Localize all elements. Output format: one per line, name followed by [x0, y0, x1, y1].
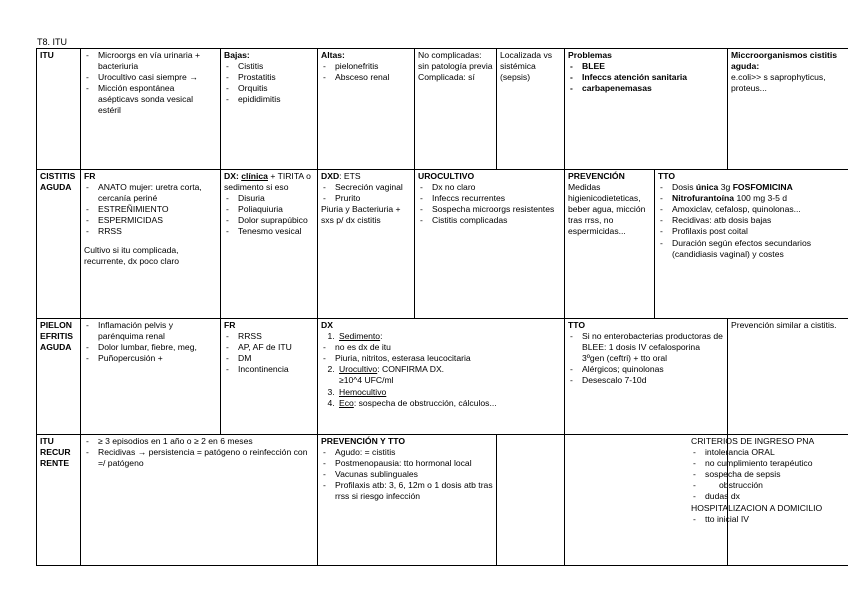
dx-list-3 — [321, 387, 561, 409]
list-item: - pielonefritis — [321, 61, 411, 72]
pielonefritis-fr — [221, 319, 318, 435]
recurrente-criterios — [691, 435, 848, 566]
ufc-line: ≥10^4 UFC/ml — [339, 375, 394, 386]
itu-problemas — [565, 49, 728, 170]
list-item: - epididimitis — [224, 94, 314, 105]
criterios-block — [691, 436, 846, 525]
list-item: 3. Hemocultivo — [337, 387, 561, 398]
list-item: - Desescalo 7-10d — [568, 375, 724, 386]
list-item: - Dolor suprapúbico — [224, 215, 314, 226]
list-item: - Absceso renal — [321, 72, 411, 83]
row-pielonefritis — [37, 319, 848, 435]
cistitis-fr — [81, 170, 221, 319]
hospitalizacion-title: HOSPITALIZACION A DOMICILIO — [691, 502, 823, 513]
tto-title: TTO — [658, 171, 676, 181]
urocultivo-title: UROCULTIVO — [418, 171, 475, 181]
itu-microorganismos — [728, 49, 848, 170]
list-item: - ESTREÑIMIENTO — [84, 204, 217, 215]
list-item: 2. Urocultivo: CONFIRMA DX. — [337, 364, 561, 375]
dx-title: DX — [321, 320, 333, 330]
cistitis-dxd — [318, 170, 415, 319]
list-item: - Postmenopausia: tto hormonal local — [321, 458, 493, 469]
list-item: - Profilaxis post coital — [658, 226, 846, 237]
row-header-itu-recurrente: ITU RECUR RENTE — [37, 435, 81, 566]
list-item: - Sospecha microorgs resistentes — [418, 204, 561, 215]
itu-complicadas: No complicadas: sin patología previa Complicada: sí — [415, 49, 497, 170]
dxd-heading: DXD: ETS — [321, 171, 361, 181]
row-cistitis — [37, 170, 848, 319]
list-item: - no cumplimiento terapéutico — [691, 458, 846, 469]
list-item: - ANATO mujer: uretra corta, cercanía periné — [84, 182, 217, 204]
pielonefritis-tto — [565, 319, 728, 435]
row-itu-recurrente — [37, 435, 848, 566]
list-item: - Si no enterobacterias productoras de BLEE: 1 dosis IV cefalosporina 3ºgen (ceftri) + tto oral — [568, 331, 724, 364]
list-item: - Urocultivo casi siempre → — [84, 72, 217, 83]
list-item: - sospecha de sepsis — [691, 469, 846, 480]
recurrente-definicion — [81, 435, 318, 566]
cistitis-dx — [221, 170, 318, 319]
cultivo-note: Cultivo si itu complicada, recurrente, dx poco claro — [84, 244, 180, 266]
list-item: - DM — [224, 353, 314, 364]
list-item: - Duración según efectos secundarios (candidiasis vaginal) y costes — [658, 238, 846, 260]
list-item: - Orquitis — [224, 83, 314, 94]
list-item: - Cistitis complicadas — [418, 215, 561, 226]
row-header-itu: ITU — [37, 49, 81, 170]
list-item: - Incontinencia — [224, 364, 314, 375]
dx-list-2 — [321, 364, 561, 375]
list-item: - Cistitis — [224, 61, 314, 72]
list-item: - Vacunas sublinguales — [321, 469, 493, 480]
row-header-pielonefritis: PIELON EFRITIS AGUDA — [37, 319, 81, 435]
cistitis-prevencion — [565, 170, 655, 319]
bajas-title: Bajas: — [224, 50, 250, 60]
dx-heading: DX: clínica + TIRITA o sedimento si eso — [224, 171, 311, 193]
list-item: - Prostatitis — [224, 72, 314, 83]
list-item: - Recidivas → persistencia = patógeno o reinfección con =/ patógeno — [84, 447, 314, 469]
itu-localizada: Localizada vs sistémica (sepsis) — [497, 49, 565, 170]
row-header-cistitis: CISTITIS AGUDA — [37, 170, 81, 319]
list-item: - dudas dx — [691, 491, 846, 502]
list-item: - Infeccs atención sanitaria — [568, 72, 724, 83]
list-item: - intolerancia ORAL — [691, 447, 846, 458]
list-item: - carbapenemasas — [568, 83, 724, 94]
recurrente-empty-1 — [497, 435, 565, 566]
tto-title: TTO — [568, 320, 586, 330]
row-itu — [37, 49, 848, 170]
list-item: - Puñopercusión + — [84, 353, 217, 364]
list-item: - Prurito — [321, 193, 411, 204]
list-item: - Agudo: = cistitis — [321, 447, 493, 458]
dxd-note: Piuria y Bacteriuria + sxs p/ dx cistitis — [321, 204, 401, 226]
page-title: T8. ITU — [37, 37, 68, 47]
dx-list-1 — [321, 331, 561, 342]
list-item: - Recidivas: atb dosis bajas — [658, 215, 846, 226]
list-item: - Profilaxis atb: 3, 6, 12m o 1 dosis atb tras rrss si riesgo infección — [321, 480, 493, 502]
list-item: - Inflamación pelvis y parénquima renal — [84, 320, 217, 342]
list-item: - Dx no claro — [418, 182, 561, 193]
list-item: - Secreción vaginal — [321, 182, 411, 193]
recurrente-prevencion-tto — [318, 435, 497, 566]
list-item: 4. Eco: sospecha de obstrucción, cálculos... — [337, 398, 561, 409]
pielonefritis-dx — [318, 319, 565, 435]
cistitis-urocultivo — [415, 170, 565, 319]
altas-title: Altas: — [321, 50, 345, 60]
list-item: - RRSS — [84, 226, 217, 237]
prevencion-title: PREVENCIÓN — [568, 171, 625, 181]
pielonefritis-prevencion: Prevención similar a cistitis. — [728, 319, 848, 435]
fr-title: FR — [224, 320, 236, 330]
problemas-title: Problemas — [568, 50, 612, 60]
list-item: - AP, AF de ITU — [224, 342, 314, 353]
microorganismos-text: e.coli>> s saprophyticus, proteus... — [731, 72, 826, 94]
fr-title: FR — [84, 171, 96, 181]
list-item: - Infeccs recurrentes — [418, 193, 561, 204]
prevencion-tto-title: PREVENCIÓN Y TTO — [321, 436, 406, 446]
list-item: - Alérgicos; quinolonas — [568, 364, 724, 375]
prevencion-text: Medidas higienicodieteticas, beber agua, micción tras rrss, no espermicidas... — [568, 182, 646, 237]
list-item: - RRSS — [224, 331, 314, 342]
list-item: - Amoxiclav, cefalosp, quinolonas... — [658, 204, 846, 215]
list-item: - Piuria, nitritos, esterasa leucocitaria — [321, 353, 561, 364]
list-item: - ESPERMICIDAS — [84, 215, 217, 226]
list-item: - Dosis única 3g FOSFOMICINA — [658, 182, 846, 193]
itu-definition — [81, 49, 221, 170]
list-item: - no es dx de itu — [321, 342, 561, 353]
list-item: - Nitrofurantoína 100 mg 3-5 d — [658, 193, 846, 204]
list-item: 1. Sedimento: — [337, 331, 561, 342]
cistitis-tto — [655, 170, 848, 319]
list-item: - ≥ 3 episodios en 1 año o ≥ 2 en 6 meses — [84, 436, 314, 447]
criterios-title: CRITERIOS DE INGRESO PNA — [691, 436, 815, 446]
pielonefritis-definicion — [81, 319, 221, 435]
list-item: - Dolor lumbar, fiebre, meg, — [84, 342, 217, 353]
list-item: - Disuria — [224, 193, 314, 204]
microorganismos-title: Miccroorganismos cistitis aguda: — [731, 50, 838, 72]
list-item: - BLEE — [568, 61, 724, 72]
list-item: - Poliaquiuria — [224, 204, 314, 215]
list-item: - Tenesmo vesical — [224, 226, 314, 237]
list-item: - Micción espontánea asépticavs sonda vesical estéril — [84, 83, 217, 116]
itu-bajas — [221, 49, 318, 170]
itu-altas — [318, 49, 415, 170]
list-item: - tto inicial IV — [691, 514, 846, 525]
itu-table — [36, 48, 848, 566]
list-item: - obstrucción — [691, 480, 846, 491]
list-item: - Microorgs en vía urinaria + bacteriuria — [84, 50, 217, 72]
